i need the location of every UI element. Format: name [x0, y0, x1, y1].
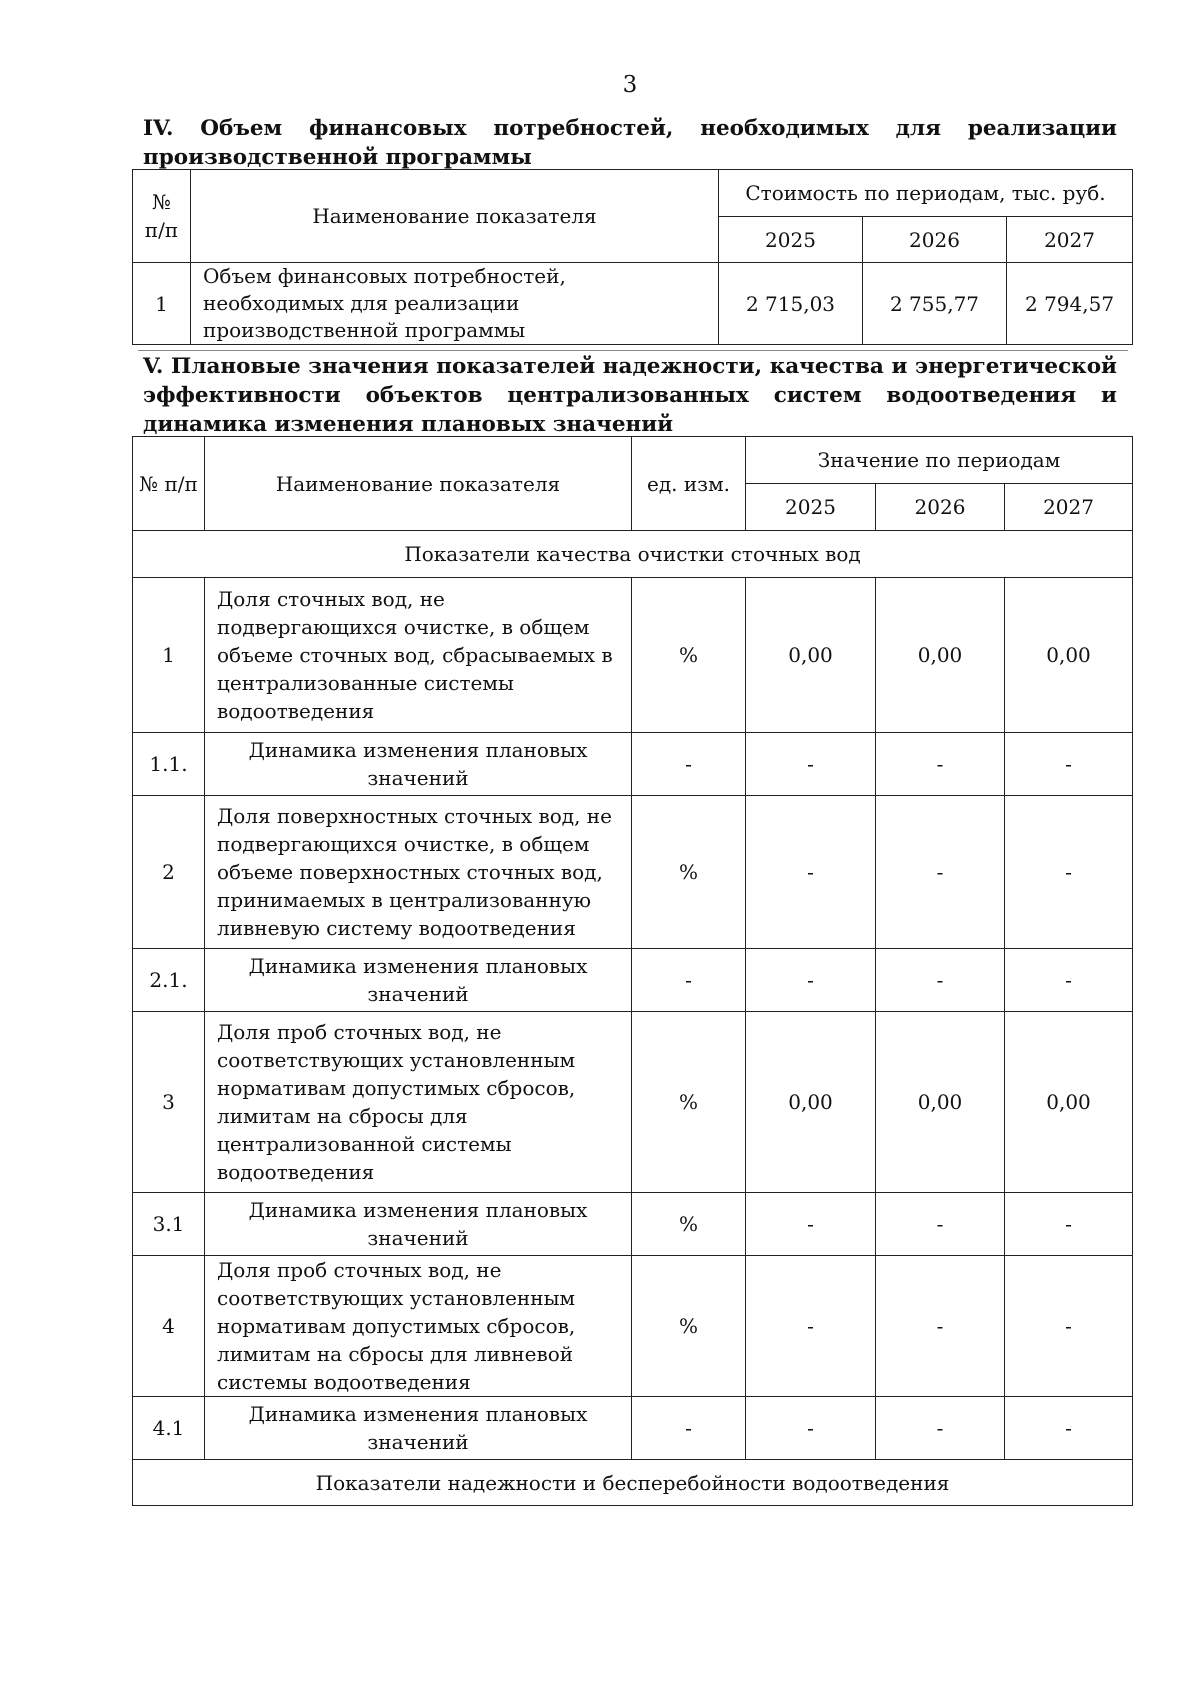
row-num: 1 [133, 263, 191, 345]
section-5-title: V. Плановые значения показателей надежности, качества и энергетической эффективности объектов централизованных систем водоотведения и динамика изменения плановых значений [143, 354, 1117, 437]
header-year: 2026 [876, 484, 1005, 531]
row-unit: % [632, 1193, 746, 1256]
header-year: 2025 [719, 217, 863, 263]
row-value: 2 755,77 [863, 263, 1007, 345]
row-value: 0,00 [876, 578, 1005, 733]
row-value: - [876, 1397, 1005, 1460]
row-name: Динамика изменения плановых значений [205, 1397, 632, 1460]
section-divider [138, 350, 1128, 351]
table-row [133, 1397, 1133, 1460]
table-row [133, 796, 1133, 949]
row-value: - [876, 733, 1005, 796]
row-num: 2 [133, 796, 205, 949]
row-num: 3.1 [133, 1193, 205, 1256]
table-row [133, 1256, 1133, 1397]
row-value: - [876, 1193, 1005, 1256]
row-unit: % [632, 1256, 746, 1397]
row-name: Доля поверхностных сточных вод, не подвергающихся очистке, в общем объеме поверхностных сточных вод, принимаемых в централизованную ливневую систему водоотведения [205, 796, 632, 949]
section-4-title: IV. Объем финансовых потребностей, необходимых для реализации производственной программы [143, 116, 1117, 170]
row-value: - [876, 949, 1005, 1012]
row-value: - [876, 796, 1005, 949]
table-row [133, 949, 1133, 1012]
row-value: - [1005, 796, 1133, 949]
row-value: - [746, 796, 876, 949]
row-value: - [1005, 1256, 1133, 1397]
row-value: 0,00 [746, 578, 876, 733]
header-name: Наименование показателя [205, 437, 632, 531]
row-value: 0,00 [1005, 1012, 1133, 1193]
row-unit: % [632, 578, 746, 733]
row-name: Динамика изменения плановых значений [205, 733, 632, 796]
header-year: 2027 [1005, 484, 1133, 531]
row-value: - [876, 1256, 1005, 1397]
financial-needs-table [132, 169, 1133, 345]
header-year: 2026 [863, 217, 1007, 263]
table-row [133, 263, 1133, 345]
indicators-table [132, 436, 1133, 1506]
row-name: Доля проб сточных вод, не соответствующих установленным нормативам допустимых сбросов, лимитам на сбросы для ливневой системы водоотведения [205, 1256, 632, 1397]
row-value: - [746, 949, 876, 1012]
row-num: 4 [133, 1256, 205, 1397]
row-value: - [1005, 1193, 1133, 1256]
row-num: 4.1 [133, 1397, 205, 1460]
table-row [133, 578, 1133, 733]
row-value: - [746, 1256, 876, 1397]
row-value: - [1005, 1397, 1133, 1460]
header-cost: Стоимость по периодам, тыс. руб. [719, 170, 1133, 217]
header-year: 2025 [746, 484, 876, 531]
header-num: № п/п [133, 170, 191, 263]
group-header: Показатели надежности и бесперебойности водоотведения [133, 1460, 1133, 1506]
header-year: 2027 [1007, 217, 1133, 263]
row-name: Динамика изменения плановых значений [205, 949, 632, 1012]
row-num: 2.1. [133, 949, 205, 1012]
row-value: 0,00 [876, 1012, 1005, 1193]
table-row [133, 733, 1133, 796]
page-number: 3 [622, 72, 638, 98]
header-num: № п/п [133, 437, 205, 531]
row-name: Объем финансовых потребностей, необходимых для реализации производственной программы [191, 263, 719, 345]
row-value: - [1005, 733, 1133, 796]
table-row [133, 1193, 1133, 1256]
row-num: 1.1. [133, 733, 205, 796]
row-name: Доля сточных вод, не подвергающихся очистке, в общем объеме сточных вод, сбрасываемых в централизованные системы водоотведения [205, 578, 632, 733]
table-row [133, 1012, 1133, 1193]
row-unit: - [632, 733, 746, 796]
group-header: Показатели качества очистки сточных вод [133, 531, 1133, 578]
row-value: - [746, 1193, 876, 1256]
row-num: 1 [133, 578, 205, 733]
header-unit: ед. изм. [632, 437, 746, 531]
row-value: 0,00 [746, 1012, 876, 1193]
row-value: - [746, 733, 876, 796]
row-unit: - [632, 949, 746, 1012]
row-value: 0,00 [1005, 578, 1133, 733]
row-name: Динамика изменения плановых значений [205, 1193, 632, 1256]
row-num: 3 [133, 1012, 205, 1193]
row-unit: % [632, 1012, 746, 1193]
row-value: - [1005, 949, 1133, 1012]
header-name: Наименование показателя [191, 170, 719, 263]
row-unit: - [632, 1397, 746, 1460]
row-value: 2 794,57 [1007, 263, 1133, 345]
row-value: 2 715,03 [719, 263, 863, 345]
row-name: Доля проб сточных вод, не соответствующих установленным нормативам допустимых сбросов, лимитам на сбросы для централизованной системы водоотведения [205, 1012, 632, 1193]
row-value: - [746, 1397, 876, 1460]
header-period: Значение по периодам [746, 437, 1133, 484]
row-unit: % [632, 796, 746, 949]
